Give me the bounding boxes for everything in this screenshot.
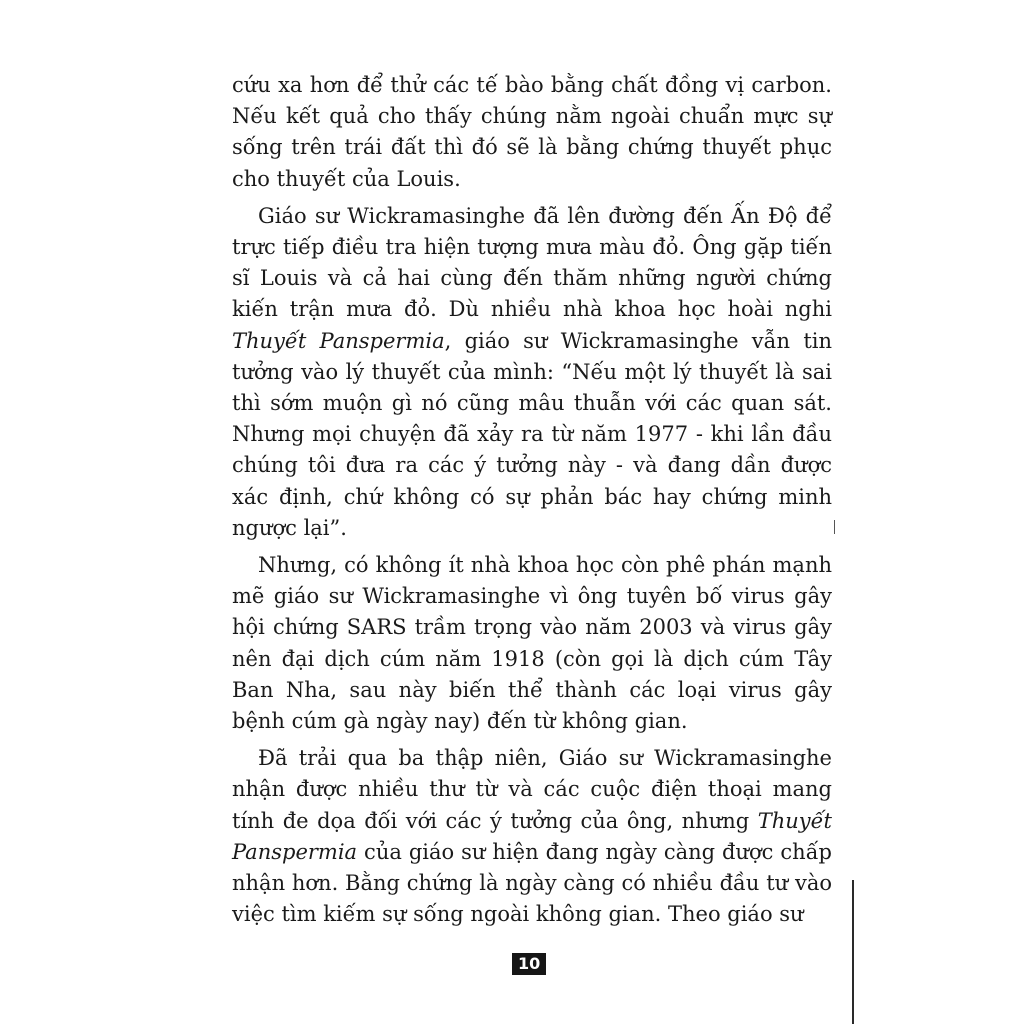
paragraph-2 bbox=[232, 201, 832, 544]
page-number: 10 bbox=[512, 953, 546, 975]
paragraph-4-text-a: Đã trải qua ba thập niên, Giáo sư Wickramasinghe nhận được nhiều thư từ và các cuộc điện thoại mang tính đe dọa đối với các ý tưởng của ông, nhưng bbox=[232, 746, 832, 833]
paragraph-2-text-b: , giáo sư Wickramasinghe vẫn tin tưởng vào lý thuyết của mình: “Nếu một lý thuyết là sai thì sớm muộn gì nó cũng mâu thuẫn với các quan sát. Nhưng mọi chuyện đã xảy ra từ năm 1977 - khi lần đầu chúng tôi đưa ra các ý tưởng này - và đang dần được xác định, chứ không có sự phản bác hay chứng minh ngược lại”. bbox=[232, 328, 833, 540]
paragraph-3-text: Nhưng, có không ít nhà khoa học còn phê phán mạnh mẽ giáo sư Wickramasinghe vì ông tuyên bố virus gây hội chứng SARS trầm trọng vào năm 2003 và virus gây nên đại dịch cúm năm 1918 (còn gọi là dịch cúm Tây Ban Nha, sau này biến thể thành các loại virus gây bệnh cúm gà ngày nay) đến từ không gian. bbox=[232, 553, 832, 734]
paragraph-4-italic-title: Thuyết Panspermia bbox=[232, 808, 832, 864]
paragraph-1 bbox=[232, 70, 832, 195]
body-text bbox=[232, 70, 832, 930]
paragraph-4-text-b: của giáo sư hiện đang ngày càng được chấp nhận hơn. Bằng chứng là ngày càng có nhiều đầu tư vào việc tìm kiếm sự sống ngoài không gian. Theo giáo sư bbox=[232, 839, 832, 927]
paragraph-2-italic-title: Thuyết Panspermia bbox=[232, 328, 445, 353]
paragraph-1-text: cứu xa hơn để thử các tế bào bằng chất đồng vị carbon. Nếu kết quả cho thấy chúng nằm ngoài chuẩn mực sự sống trên trái đất thì đó sẽ là bằng chứng thuyết phục cho thuyết của Louis. bbox=[232, 73, 832, 191]
paragraph-3 bbox=[232, 550, 832, 737]
page-edge-line bbox=[852, 880, 854, 1024]
page-edge-mark bbox=[834, 520, 835, 534]
paragraph-2-text-a: Giáo sư Wickramasinghe đã lên đường đến Ấn Độ để trực tiếp điều tra hiện tượng mưa màu đỏ. Ông gặp tiến sĩ Louis và cả hai cùng đến thăm những người chứng kiến trận mưa đỏ. Dù nhiều nhà khoa học hoài nghi bbox=[232, 203, 832, 322]
paragraph-4 bbox=[232, 743, 832, 930]
